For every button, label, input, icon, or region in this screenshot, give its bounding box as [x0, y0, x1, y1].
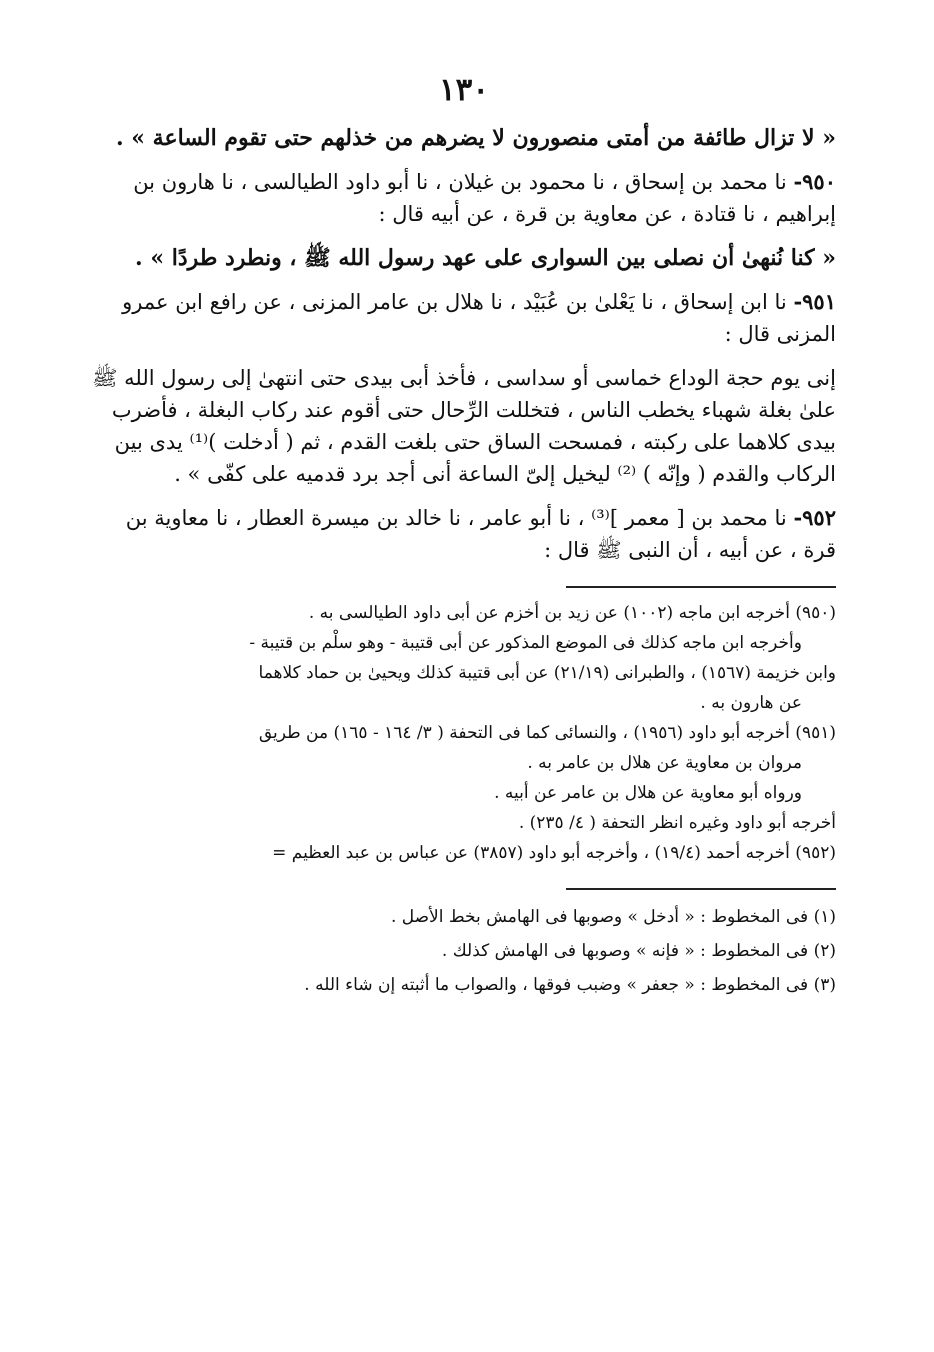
book-page [92, 70, 836, 1330]
footnote-1: (١) فى المخطوط : « أدخل » وصوبها فى الهامش بخط الأصل . [390, 907, 836, 927]
footnote-2: (٢) فى المخطوط : « فإنه » وصوبها فى الهامش كذلك . [441, 941, 836, 961]
hadith-950 [92, 166, 836, 230]
note-line: أخرجه أبو داود وغيره انظر التحفة ( ٤/ ٢٣٥) . [518, 813, 836, 833]
note-line: (٩٥٠) أخرجه ابن ماجه (١٠٠٢) عن زيد بن أخزم عن أبى داود الطيالسى به . [308, 603, 836, 623]
hadith-intro-quote: « لا تزال طائفة من أمتى منصورون لا يضرهم من خذلهم حتى تقوم الساعة » . [115, 125, 836, 151]
hadith-951-isnad: نا ابن إسحاق ، نا يَعْلىٰ بن عُبَيْد ، نا هلال بن عامر المزنى ، عن رافع ابن عمرو المزنى قال : [122, 290, 836, 346]
note-line: وأخرجه ابن ماجه كذلك فى الموضع المذكور عن أبى قتيبة - وهو سلْم بن قتيبة - [249, 633, 802, 653]
hadith-950-isnad: نا محمد بن إسحاق ، نا محمود بن غيلان ، نا أبو داود الطيالسى ، نا هارون بن إبراهيم ، نا قتادة ، عن معاوية بن قرة ، عن أبيه قال : [133, 170, 836, 226]
hadith-951-quote: إنى يوم حجة الوداع خماسى أو سداسى ، فأخذ أبى بيدى حتى انتهىٰ إلى رسول الله ﷺ علىٰ بغلة شهباء يخطب الناس ، فتخللت الرِّحال حتى أقوم عند ركاب البغلة ، فأضرب بيدى كلاهما على ركبته ، فمسحت الساق حتى بلغت القدم ، ثم ( أدخلت )⁽¹⁾ يدى بين الركاب والقدم ( وإنّه ) ⁽²⁾ ليخيل إلىّ الساعة أنى أجد برد قدميه على كفّى » . [92, 366, 836, 486]
hadith-950-quote: « كنا نُنهىٰ أن نصلى بين السوارى على عهد رسول الله ﷺ ، ونطرد طردًا » . [135, 245, 836, 271]
hadith-number-951: ٩٥١- [793, 289, 836, 314]
note-line: مروان بن معاوية عن هلال بن عامر به . [527, 753, 802, 773]
footnotes-divider [566, 888, 836, 890]
note-line: وابن خزيمة (١٥٦٧) ، والطبرانى (٢١/١٩) عن أبى قتيبة كذلك ويحيىٰ بن حماد كلاهما [258, 663, 836, 683]
notes-divider [566, 586, 836, 588]
takhrij-notes [92, 598, 836, 868]
note-line: (٩٥٢) أخرجه أحمد (١٩/٤) ، وأخرجه أبو داود (٣٨٥٧) عن عباس بن عبد العظيم = [272, 843, 836, 863]
note-line: ورواه أبو معاوية عن هلال بن عامر عن أبيه . [494, 783, 802, 803]
note-line: عن هارون به . [700, 693, 802, 713]
note-line: (٩٥١) أخرجه أبو داود (١٩٥٦) ، والنسائى كما فى التحفة ( ٣/ ١٦٤ - ١٦٥) من طريق [258, 723, 836, 743]
hadith-952-isnad: نا محمد بن [ معمر ]⁽³⁾ ، نا أبو عامر ، نا خالد بن ميسرة العطار ، نا معاوية بن قرة ، عن أبيه ، أن النبى ﷺ قال : [125, 506, 836, 562]
hadith-number-950: ٩٥٠- [793, 169, 836, 194]
hadith-951 [92, 286, 836, 350]
page-number: ١٣٠ [439, 72, 489, 108]
hadith-952 [92, 502, 836, 566]
manuscript-footnotes [92, 900, 836, 1002]
footnote-3: (٣) فى المخطوط : « جعفر » وضبب فوقها ، والصواب ما أثبته إن شاء الله . [304, 975, 836, 995]
hadith-number-952: ٩٥٢- [793, 505, 836, 530]
